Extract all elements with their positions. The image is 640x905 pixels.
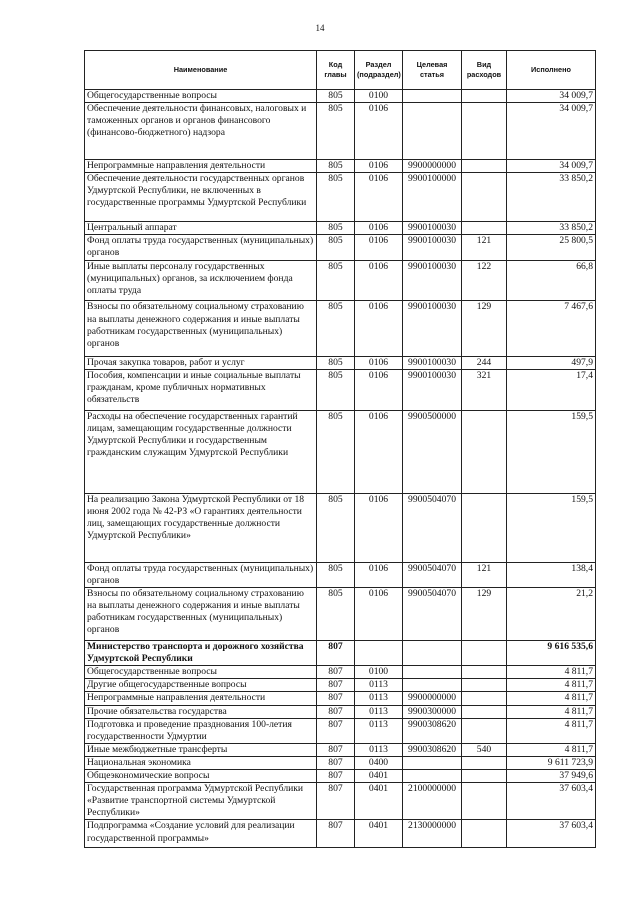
- row-expense-cell: [462, 666, 507, 679]
- row-amount-cell: 7 467,6: [507, 301, 596, 356]
- row-expense-cell: 129: [462, 301, 507, 356]
- table-row: [85, 562, 596, 587]
- row-code-cell: 807: [317, 783, 355, 820]
- row-code-cell: 807: [317, 666, 355, 679]
- row-code-cell: 807: [317, 743, 355, 756]
- row-code-cell: 807: [317, 679, 355, 692]
- table-row: [85, 718, 596, 743]
- table-row: [85, 260, 596, 301]
- header-target-article: Целевая статья: [403, 51, 462, 90]
- row-name-cell: Прочая закупка товаров, работ и услуг: [85, 356, 317, 369]
- row-amount-cell: 37 949,6: [507, 770, 596, 783]
- table-row: [85, 666, 596, 679]
- row-code-cell: 805: [317, 356, 355, 369]
- expenditure-table: [84, 50, 596, 848]
- row-amount-cell: 4 811,7: [507, 743, 596, 756]
- row-amount-cell: 34 009,7: [507, 103, 596, 160]
- row-code-cell: 805: [317, 235, 355, 260]
- row-name-cell: Фонд оплаты труда государственных (муниципальных) органов: [85, 562, 317, 587]
- row-amount-cell: 37 603,4: [507, 820, 596, 848]
- row-target-cell: 9900100030: [403, 369, 462, 410]
- row-expense-cell: 244: [462, 356, 507, 369]
- row-name-cell: Центральный аппарат: [85, 222, 317, 235]
- row-amount-cell: 4 811,7: [507, 718, 596, 743]
- row-code-cell: 805: [317, 90, 355, 103]
- row-section-cell: 0106: [355, 562, 403, 587]
- row-expense-cell: [462, 103, 507, 160]
- row-amount-cell: 34 009,7: [507, 159, 596, 172]
- row-code-cell: 807: [317, 820, 355, 848]
- table-row: [85, 301, 596, 356]
- row-expense-cell: [462, 494, 507, 563]
- row-name-cell: Национальная экономика: [85, 756, 317, 769]
- table-row: [85, 235, 596, 260]
- row-target-cell: 9900500000: [403, 410, 462, 493]
- row-name-cell: Обеспечение деятельности государственных органов Удмуртской Республики, не включенных в государственные программы Удмуртской Республики: [85, 172, 317, 221]
- row-code-cell: 807: [317, 756, 355, 769]
- row-code-cell: 805: [317, 562, 355, 587]
- row-target-cell: 9900100000: [403, 172, 462, 221]
- row-section-cell: 0113: [355, 679, 403, 692]
- row-name-cell: Общегосударственные вопросы: [85, 90, 317, 103]
- row-target-cell: 9900308620: [403, 718, 462, 743]
- row-code-cell: 805: [317, 172, 355, 221]
- row-target-cell: 9900100030: [403, 301, 462, 356]
- row-expense-cell: [462, 172, 507, 221]
- page-number: 14: [315, 23, 325, 33]
- row-expense-cell: 540: [462, 743, 507, 756]
- row-target-cell: [403, 103, 462, 160]
- row-target-cell: 9900100030: [403, 260, 462, 301]
- row-target-cell: [403, 756, 462, 769]
- row-name-cell: Государственная программа Удмуртской Республики «Развитие транспортной системы Удмуртской Республики»: [85, 783, 317, 820]
- row-expense-cell: 122: [462, 260, 507, 301]
- table-row: [85, 103, 596, 160]
- row-target-cell: [403, 666, 462, 679]
- row-section-cell: 0100: [355, 90, 403, 103]
- row-target-cell: 9900504070: [403, 562, 462, 587]
- row-section-cell: 0106: [355, 369, 403, 410]
- table-row: [85, 410, 596, 493]
- row-target-cell: 2130000000: [403, 820, 462, 848]
- row-target-cell: 9900100030: [403, 235, 462, 260]
- row-amount-cell: 33 850,2: [507, 222, 596, 235]
- row-code-cell: 805: [317, 494, 355, 563]
- row-target-cell: [403, 90, 462, 103]
- row-expense-cell: 121: [462, 562, 507, 587]
- row-code-cell: 805: [317, 103, 355, 160]
- row-section-cell: 0106: [355, 588, 403, 641]
- table-row: [85, 783, 596, 820]
- row-code-cell: 807: [317, 770, 355, 783]
- table-row: [85, 90, 596, 103]
- row-section-cell: 0106: [355, 356, 403, 369]
- row-code-cell: 805: [317, 369, 355, 410]
- row-target-cell: 9900308620: [403, 743, 462, 756]
- row-name-cell: Пособия, компенсации и иные социальные выплаты гражданам, кроме публичных нормативных обязательств: [85, 369, 317, 410]
- row-code-cell: 805: [317, 410, 355, 493]
- row-expense-cell: [462, 692, 507, 705]
- row-section-cell: 0106: [355, 235, 403, 260]
- row-name-cell: Подготовка и проведение празднования 100-летия государственности Удмуртии: [85, 718, 317, 743]
- row-target-cell: 9900504070: [403, 588, 462, 641]
- row-section-cell: 0106: [355, 172, 403, 221]
- row-name-cell: Иные выплаты персоналу государственных (муниципальных) органов, за исключением фонда оплаты труда: [85, 260, 317, 301]
- table-row: [85, 770, 596, 783]
- row-target-cell: 9900100030: [403, 356, 462, 369]
- row-section-cell: 0401: [355, 820, 403, 848]
- row-target-cell: 9900000000: [403, 159, 462, 172]
- table-row: [85, 369, 596, 410]
- table-row: [85, 743, 596, 756]
- row-name-cell: Другие общегосударственные вопросы: [85, 679, 317, 692]
- row-amount-cell: 4 811,7: [507, 666, 596, 679]
- row-amount-cell: 21,2: [507, 588, 596, 641]
- row-target-cell: 9900504070: [403, 494, 462, 563]
- row-name-cell: На реализацию Закона Удмуртской Республики от 18 июня 2002 года № 42-РЗ «О гарантиях деятельности лиц, замещающих государственные должности Удмуртской Республики»: [85, 494, 317, 563]
- table-row: [85, 222, 596, 235]
- row-expense-cell: [462, 820, 507, 848]
- row-section-cell: 0106: [355, 159, 403, 172]
- row-amount-cell: 497,9: [507, 356, 596, 369]
- row-name-cell: Взносы по обязательному социальному страхованию на выплаты денежного содержания и иные выплаты работникам государственных (муниципальных) органов: [85, 301, 317, 356]
- row-expense-cell: [462, 705, 507, 718]
- row-section-cell: 0106: [355, 222, 403, 235]
- row-expense-cell: [462, 770, 507, 783]
- header-expense-type: Вид расходов: [462, 51, 507, 90]
- row-section-cell: 0113: [355, 718, 403, 743]
- row-target-cell: 9900300000: [403, 705, 462, 718]
- row-name-cell: Обеспечение деятельности финансовых, налоговых и таможенных органов и органов финансового (финансово-бюджетного) надзора: [85, 103, 317, 160]
- row-section-cell: 0100: [355, 666, 403, 679]
- row-code-cell: 807: [317, 641, 355, 666]
- row-amount-cell: 138,4: [507, 562, 596, 587]
- row-target-cell: [403, 770, 462, 783]
- row-code-cell: 805: [317, 159, 355, 172]
- row-expense-cell: 321: [462, 369, 507, 410]
- row-target-cell: [403, 641, 462, 666]
- row-name-cell: Непрограммные направления деятельности: [85, 159, 317, 172]
- row-name-cell: Прочие обязательства государства: [85, 705, 317, 718]
- row-expense-cell: [462, 90, 507, 103]
- row-code-cell: 807: [317, 692, 355, 705]
- row-code-cell: 807: [317, 718, 355, 743]
- row-code-cell: 805: [317, 222, 355, 235]
- row-amount-cell: 25 800,5: [507, 235, 596, 260]
- table-row: [85, 356, 596, 369]
- table-row: [85, 705, 596, 718]
- header-executed: Исполнено: [507, 51, 596, 90]
- row-expense-cell: [462, 641, 507, 666]
- row-code-cell: 805: [317, 588, 355, 641]
- row-name-cell: Расходы на обеспечение государственных гарантий лицам, замещающим государственные должности Удмуртской Республики и государственным гражданским служащим Удмуртской Республики: [85, 410, 317, 493]
- row-target-cell: 9900000000: [403, 692, 462, 705]
- row-code-cell: 805: [317, 260, 355, 301]
- row-expense-cell: [462, 222, 507, 235]
- row-amount-cell: 9 611 723,9: [507, 756, 596, 769]
- row-expense-cell: 121: [462, 235, 507, 260]
- row-section-cell: 0113: [355, 705, 403, 718]
- row-amount-cell: 9 616 535,6: [507, 641, 596, 666]
- row-section-cell: 0106: [355, 260, 403, 301]
- row-amount-cell: 4 811,7: [507, 692, 596, 705]
- row-expense-cell: [462, 679, 507, 692]
- row-section-cell: 0106: [355, 301, 403, 356]
- table-row: [85, 588, 596, 641]
- row-section-cell: 0106: [355, 494, 403, 563]
- row-expense-cell: [462, 756, 507, 769]
- row-section-cell: 0401: [355, 770, 403, 783]
- row-expense-cell: [462, 718, 507, 743]
- row-amount-cell: 34 009,7: [507, 90, 596, 103]
- row-code-cell: 805: [317, 301, 355, 356]
- row-amount-cell: 4 811,7: [507, 679, 596, 692]
- row-expense-cell: [462, 159, 507, 172]
- header-name: Наименование: [85, 51, 317, 90]
- table-row: [85, 756, 596, 769]
- table-row: [85, 820, 596, 848]
- row-section-cell: [355, 641, 403, 666]
- row-name-cell: Взносы по обязательному социальному страхованию на выплаты денежного содержания и иные выплаты работникам государственных (муниципальных) органов: [85, 588, 317, 641]
- table-row: [85, 641, 596, 666]
- table-row: [85, 159, 596, 172]
- row-code-cell: 807: [317, 705, 355, 718]
- row-amount-cell: 17,4: [507, 369, 596, 410]
- table-header-row: [85, 51, 596, 90]
- header-chapter-code: Код главы: [317, 51, 355, 90]
- row-name-cell: Министерство транспорта и дорожного хозяйства Удмуртской Республики: [85, 641, 317, 666]
- row-section-cell: 0401: [355, 783, 403, 820]
- row-name-cell: Подпрограмма «Создание условий для реализации государственной программы»: [85, 820, 317, 848]
- row-target-cell: [403, 679, 462, 692]
- row-section-cell: 0113: [355, 743, 403, 756]
- row-amount-cell: 37 603,4: [507, 783, 596, 820]
- row-section-cell: 0400: [355, 756, 403, 769]
- row-amount-cell: 33 850,2: [507, 172, 596, 221]
- row-name-cell: Фонд оплаты труда государственных (муниципальных) органов: [85, 235, 317, 260]
- row-name-cell: Общегосударственные вопросы: [85, 666, 317, 679]
- row-amount-cell: 66,8: [507, 260, 596, 301]
- row-name-cell: Иные межбюджетные трансферты: [85, 743, 317, 756]
- row-expense-cell: 129: [462, 588, 507, 641]
- row-section-cell: 0113: [355, 692, 403, 705]
- row-amount-cell: 159,5: [507, 494, 596, 563]
- row-name-cell: Непрограммные направления деятельности: [85, 692, 317, 705]
- row-amount-cell: 4 811,7: [507, 705, 596, 718]
- row-section-cell: 0106: [355, 103, 403, 160]
- row-amount-cell: 159,5: [507, 410, 596, 493]
- row-expense-cell: [462, 783, 507, 820]
- header-section: Раздел (подраздел): [355, 51, 403, 90]
- row-name-cell: Общеэкономические вопросы: [85, 770, 317, 783]
- row-section-cell: 0106: [355, 410, 403, 493]
- table-row: [85, 172, 596, 221]
- row-target-cell: 9900100030: [403, 222, 462, 235]
- table-row: [85, 494, 596, 563]
- row-expense-cell: [462, 410, 507, 493]
- table-row: [85, 679, 596, 692]
- row-target-cell: 2100000000: [403, 783, 462, 820]
- table-row: [85, 692, 596, 705]
